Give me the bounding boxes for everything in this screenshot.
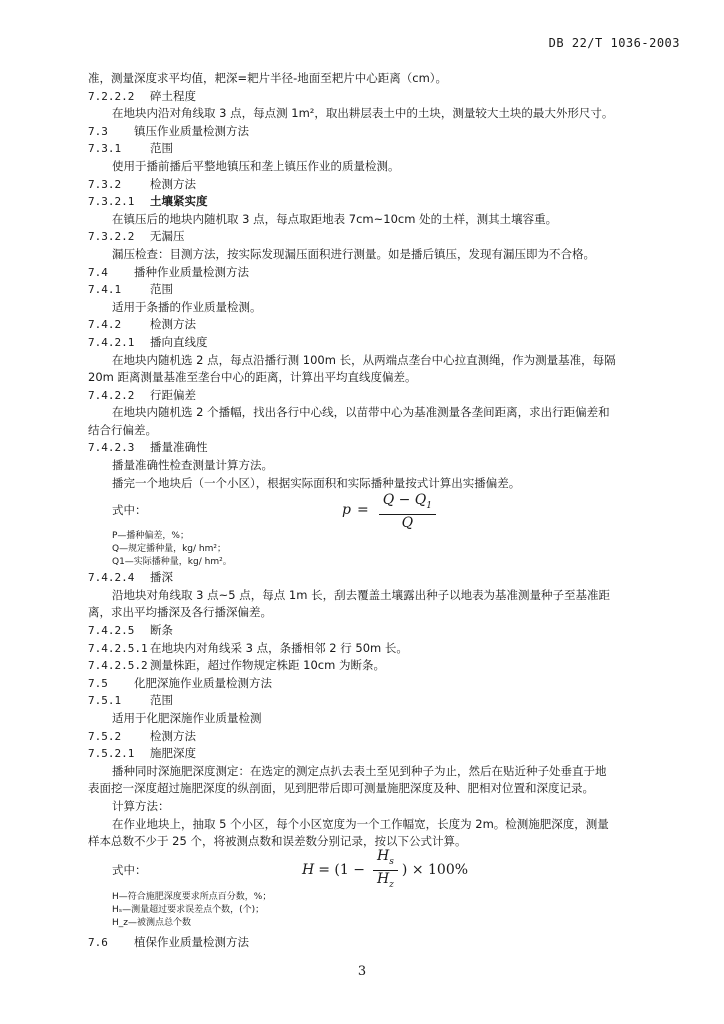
formula-1-lhs: p	[342, 502, 351, 519]
section-heading	[88, 281, 678, 299]
section-number: 7.3.2	[88, 177, 122, 191]
formula-2-label: 式中：	[112, 862, 147, 877]
formula-2-lhs: H	[302, 861, 315, 878]
paragraph-text: 在镇压后的地块内随机取 3 点，每点取距地表 7cm~10cm 处的土样，测其土壤容重。	[112, 211, 558, 226]
section-title: 播深	[150, 570, 173, 585]
paragraph-line	[88, 404, 678, 422]
section-title: 播向直线度	[150, 334, 208, 349]
formula-2	[88, 848, 678, 891]
paragraph-line	[88, 422, 678, 440]
section-heading	[88, 622, 678, 640]
section-heading	[88, 334, 678, 352]
section-number: 7.4.2.2	[88, 388, 135, 402]
section-number: 7.4.1	[88, 283, 122, 297]
paragraph-line	[88, 70, 678, 88]
formula-2-denominator: H	[376, 871, 390, 888]
paragraph-text: 在地块内随机选 2 个播幅，找出各行中心线，以苗带中心为基准测量各垄间距离，求出行距偏差和	[112, 405, 610, 420]
paragraph-text: 在地块内沿对角线取 3 点，每点测 1m²，取出耕层表土中的土块，测量较大土块的最大外形尺寸。	[112, 106, 614, 121]
section-title: 化肥深施作业质量检测方法	[134, 675, 272, 690]
section-number: 7.2.2.2	[88, 89, 135, 103]
paragraph-line	[88, 475, 678, 493]
section-number: 7.5	[88, 676, 108, 690]
paragraph-line	[88, 105, 678, 123]
formula-1	[88, 492, 678, 530]
text-block-2	[88, 569, 678, 851]
section-number: 7.5.2.1	[88, 747, 135, 761]
formula-1-numerator: Q − Q	[382, 491, 427, 508]
paragraph-text: 适用于化肥深施作业质量检测	[112, 711, 262, 725]
paragraph-text: 播量准确性检查测量计算方法。	[112, 458, 273, 473]
paragraph-line	[88, 369, 678, 387]
section-number: 7.4.2.4	[88, 571, 135, 585]
paragraph-text: 准，测量深度求平均值，耙深=耙片半径-地面至耙片中心距离（cm）。	[88, 71, 448, 85]
section-number: 7.4.2.5	[88, 624, 135, 638]
formula-1-notes	[88, 530, 678, 569]
section-number: 7.5.1	[88, 694, 122, 708]
section-number: 7.3.2.1	[88, 195, 135, 209]
paragraph-text: 漏压检查：目测方法，按实际发现漏压面积进行测量。如是播后镇压，发现有漏压即为不合格。	[112, 246, 595, 261]
paragraph-line	[88, 798, 678, 816]
paragraph-text: 在作业地块上，抽取 5 个小区，每个小区宽度为一个工作幅宽，长度为 2m。检测施肥深度，测量	[112, 816, 609, 831]
section-title: 行距偏差	[150, 387, 196, 402]
formula-1-denominator: Q	[401, 514, 414, 531]
formula-note: Q—规定播种量，kg/ hm²；	[112, 544, 226, 555]
section-heading	[88, 88, 678, 106]
section-title: 无漏压	[150, 229, 185, 244]
formula-note: P—播种偏差，%；	[112, 531, 189, 542]
paragraph-text: 样本总数不少于 25 个，将被测点数和误差数分别记录，按以下公式计算。	[88, 834, 467, 849]
paragraph-line	[88, 604, 678, 622]
paragraph-text: 使用于播前播后平整地镇压和垄上镇压作业的质量检测。	[112, 158, 400, 173]
section-number: 7.6	[88, 935, 108, 949]
section-number: 7.4.2.3	[88, 441, 135, 455]
paragraph-text: 播种同时深施肥深度测定：在选定的测定点扒去表土至见到种子为止，然后在贴近种子处垂直于地	[112, 763, 607, 778]
section-heading	[88, 387, 678, 405]
section-heading	[88, 228, 678, 246]
section-number: 7.4.2.5.1	[88, 641, 148, 655]
paragraph-line	[88, 587, 678, 605]
section-title: 范围	[150, 693, 173, 708]
paragraph-line	[88, 299, 678, 317]
section-title: 施肥深度	[150, 746, 196, 761]
formula-2-expression	[302, 848, 468, 893]
formula-1-label: 式中：	[112, 503, 147, 518]
section-title: 播种作业质量检测方法	[134, 264, 249, 279]
section-title: 检测方法	[150, 176, 196, 191]
section-title: 范围	[150, 141, 173, 156]
section-heading	[88, 569, 678, 587]
section-title: 测量株距，超过作物规定株距 10cm 为断条。	[150, 658, 385, 673]
section-heading	[88, 316, 678, 334]
section-title: 植保作业质量检测方法	[134, 934, 249, 949]
paragraph-line	[88, 211, 678, 229]
section-heading	[88, 675, 678, 693]
paragraph-text: 计算方法：	[112, 798, 170, 813]
section-title: 范围	[150, 282, 173, 297]
section-heading	[88, 728, 678, 746]
formula-1-expression: p = $\frac{Q - Q_1}{Q}$	[342, 492, 440, 531]
section-title: 断条	[150, 623, 173, 638]
formula-2-numerator: H	[377, 848, 390, 865]
document-body	[88, 70, 678, 951]
paragraph-text: 沿地块对角线取 3 点~5 点，每点 1m 长，刮去覆盖土壤露出种子以地表为基准测量种子至基准距	[112, 587, 611, 602]
section-title: 检测方法	[150, 728, 196, 743]
paragraph-line	[88, 457, 678, 475]
section-title: 播量准确性	[150, 440, 208, 455]
formula-2-pre: = (1 −	[318, 861, 365, 878]
paragraph-text: 表面挖一深度超过施肥深度的纵剖面，见到肥带后即可测量施肥深度及种、肥相对位置和深度记录。	[88, 781, 594, 796]
paragraph-text: 在地块内随机选 2 点，每点沿播行测 100m 长，从两端点垄台中心拉直测绳，作为测量基准，每隔	[112, 352, 616, 367]
section-title: 在地块内对角线采 3 点，条播相邻 2 行 50m 长。	[150, 640, 408, 655]
section-heading	[88, 264, 678, 282]
paragraph-text: 适用于条播的作业质量检测。	[112, 299, 262, 314]
formula-note: H—符合施肥深度要求所点百分数，%；	[112, 891, 272, 902]
paragraph-text: 离，求出平均播深及各行播深偏差。	[88, 605, 272, 620]
section-heading	[88, 123, 678, 141]
paragraph-line	[88, 158, 678, 176]
section-heading	[88, 193, 678, 211]
section-title: 碎土程度	[150, 88, 196, 103]
formula-2-numerator-sub: s	[389, 857, 394, 868]
document-id-header: DB 22/T 1036-2003	[548, 36, 680, 50]
text-block-1	[88, 70, 678, 492]
section-number: 7.3.2.2	[88, 230, 135, 244]
section-heading	[88, 176, 678, 194]
paragraph-line	[88, 352, 678, 370]
section-number: 7.3	[88, 124, 108, 138]
section-number: 7.4.2	[88, 318, 122, 332]
section-title: 检测方法	[150, 317, 196, 332]
section-title: 土壤紧实度	[150, 194, 208, 209]
section-number: 7.4.2.5.2	[88, 659, 148, 673]
section-number: 7.5.2	[88, 729, 122, 743]
section-heading	[88, 745, 678, 763]
section-7-6-heading	[88, 934, 678, 952]
paragraph-text: 结合行偏差。	[88, 422, 157, 437]
paragraph-line	[88, 246, 678, 264]
paragraph-line	[88, 816, 678, 834]
section-number: 7.4	[88, 265, 108, 279]
formula-1-numerator-sub: 1	[426, 500, 433, 511]
paragraph-text: 20m 距离测量基准至垄台中心的距离，计算出平均直线度偏差。	[88, 370, 417, 385]
paragraph-line	[88, 763, 678, 781]
section-heading	[88, 692, 678, 710]
paragraph-text: 播完一个地块后（一个小区），根据实际面积和实际播种量按式计算出实播偏差。	[112, 475, 521, 490]
formula-note: Q1—实际播种量，kg/ hm²。	[112, 557, 232, 568]
section-heading	[88, 439, 678, 457]
formula-note: H_z—被测点总个数	[112, 917, 191, 928]
section-number: 7.4.2.1	[88, 335, 135, 349]
section-heading	[88, 657, 678, 675]
section-heading	[88, 140, 678, 158]
paragraph-line	[88, 780, 678, 798]
formula-note: Hₛ—测量超过要求误差点个数，(个)；	[112, 904, 265, 915]
paragraph-line	[88, 710, 678, 728]
section-heading	[88, 640, 678, 658]
formula-2-fraction	[373, 848, 398, 893]
formula-2-post: ) × 100%	[401, 861, 469, 878]
page-number: 3	[357, 964, 367, 979]
formula-2-notes	[88, 891, 678, 930]
section-title: 镇压作业质量检测方法	[134, 123, 249, 138]
section-number: 7.3.1	[88, 142, 122, 156]
formula-1-fraction	[379, 492, 436, 531]
formula-2-denominator-sub: z	[389, 880, 394, 891]
